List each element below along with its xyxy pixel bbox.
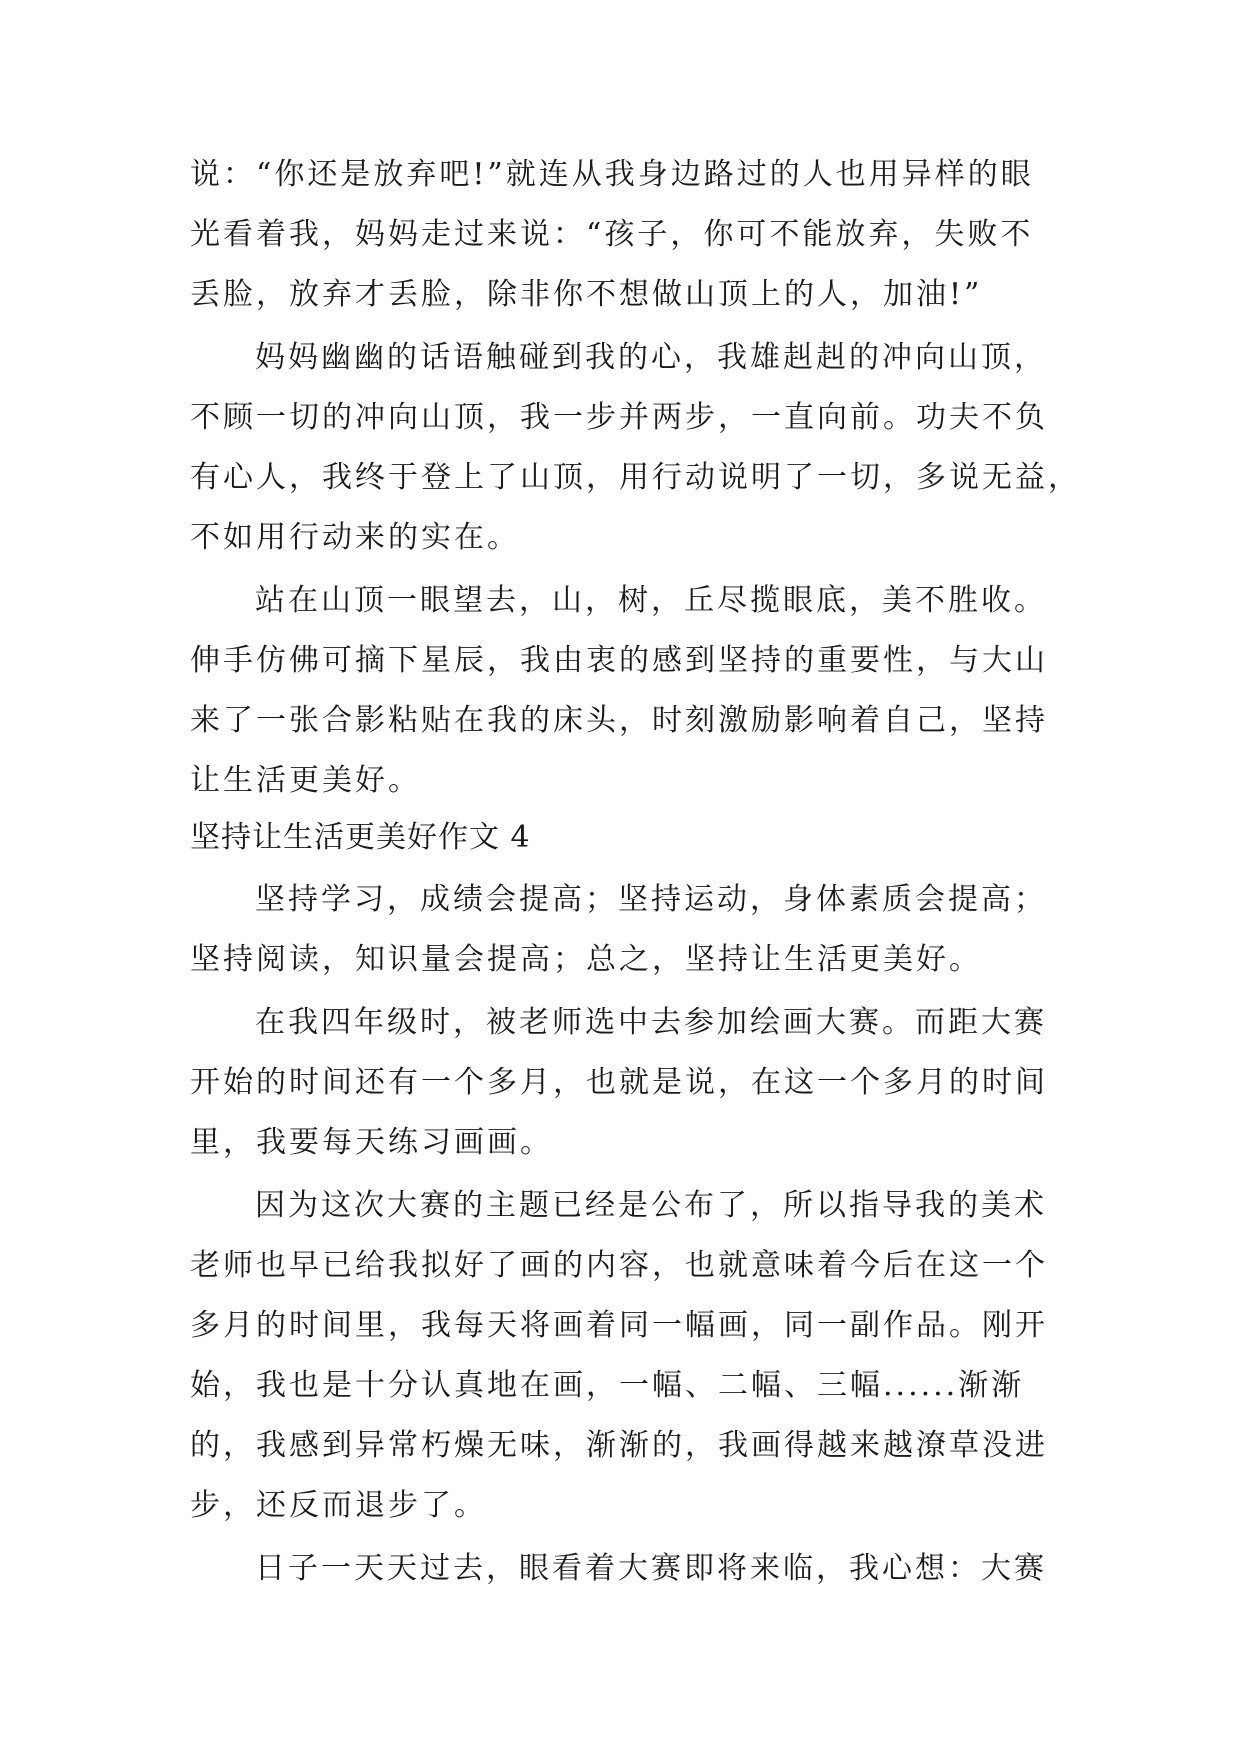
text-line: 始，我也是十分认真地在画，一幅、二幅、三幅......渐渐: [190, 1368, 1025, 1403]
text-line: 不如用行动来的实在。: [190, 520, 520, 555]
text-line: 光看着我，妈妈走过来说：“孩子，你可不能放弃，失败不: [190, 217, 1034, 252]
text-line: 伸手仿佛可摘下星辰，我由衷的感到坚持的重要性，与大山: [190, 643, 1048, 678]
paragraph-start-line: 站在山顶一眼望去，山，树，丘尽揽眼底，美不胜收。: [255, 583, 1047, 618]
text-line: 多月的时间里，我每天将画着同一幅画，同一副作品。刚开: [190, 1308, 1048, 1343]
text-line: 不顾一切的冲向山顶，我一步并两步，一直向前。功夫不负: [190, 400, 1048, 435]
paragraph-start-line: 在我四年级时，被老师选中去参加绘画大赛。而距大赛: [255, 1005, 1047, 1040]
paragraph-start-line: 因为这次大赛的主题已经是公布了，所以指导我的美术: [255, 1188, 1047, 1223]
text-line: 老师也早已给我拟好了画的内容，也就意味着今后在这一个: [190, 1248, 1048, 1283]
text-line: 坚持阅读，知识量会提高；总之，坚持让生活更美好。: [190, 942, 982, 977]
text-line: 开始的时间还有一个多月，也就是说，在这一个多月的时间: [190, 1065, 1048, 1100]
text-line: 来了一张合影粘贴在我的床头，时刻激励影响着自己，坚持: [190, 703, 1048, 738]
text-line: 的，我感到异常朽燥无味，渐渐的，我画得越来越潦草没进: [190, 1428, 1048, 1463]
text-line: 让生活更美好。: [190, 763, 421, 798]
section-heading: 坚持让生活更美好作文 4: [190, 820, 531, 855]
text-line: 里，我要每天练习画画。: [190, 1125, 553, 1160]
paragraph-start-line: 妈妈幽幽的话语触碰到我的心，我雄赳赳的冲向山顶，: [255, 340, 1047, 375]
text-line: 步，还反而退步了。: [190, 1488, 487, 1523]
paragraph-start-line: 坚持学习，成绩会提高；坚持运动，身体素质会提高；: [255, 882, 1047, 917]
text-line: 有心人，我终于登上了山顶，用行动说明了一切，多说无益，: [190, 460, 1081, 495]
text-line: 说：“你还是放弃吧!”就连从我身边路过的人也用异样的眼: [190, 157, 1034, 192]
paragraph-start-line: 日子一天天过去，眼看着大赛即将来临，我心想：大赛: [255, 1551, 1047, 1586]
text-line: 丢脸，放弃才丢脸，除非你不想做山顶上的人，加油!”: [190, 277, 983, 312]
